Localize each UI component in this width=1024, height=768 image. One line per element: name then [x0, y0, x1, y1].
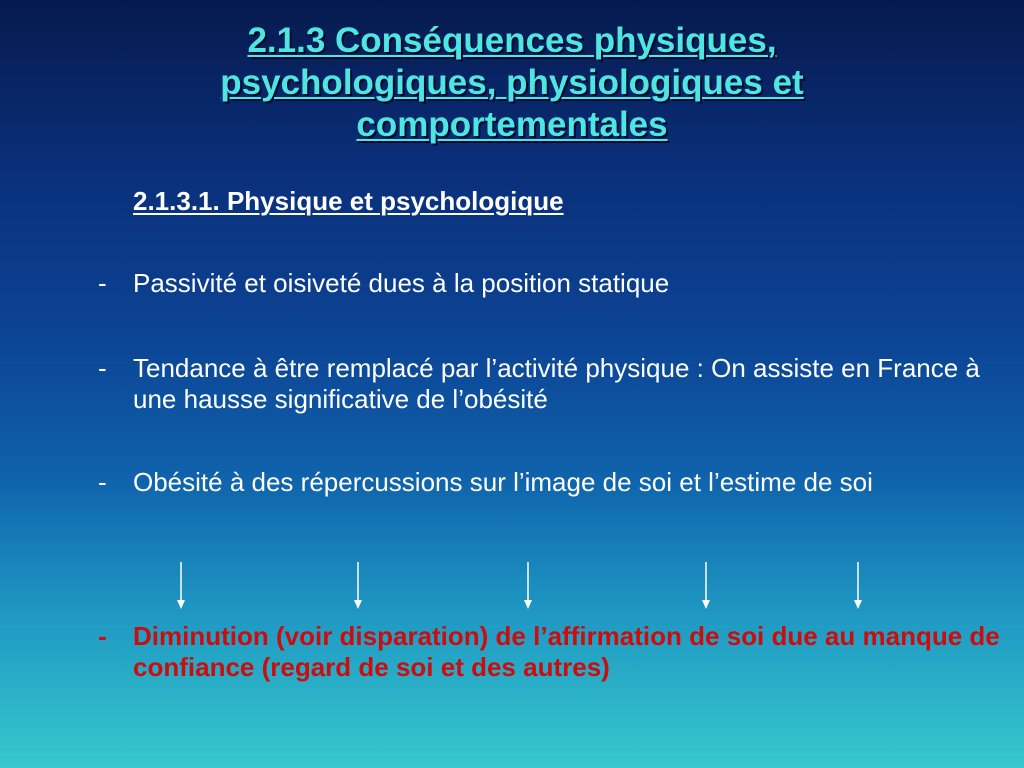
down-arrow-icon: [524, 562, 532, 609]
bullet-text: Obésité à des répercussions sur l’image de soi et l’estime de soi: [133, 467, 873, 497]
title-line-1: 2.1.3 Conséquences physiques,: [247, 21, 777, 60]
bullet-text: Passivité et oisiveté dues à la position statique: [133, 268, 670, 298]
down-arrow-icon: [854, 562, 862, 609]
down-arrow-icon: [702, 562, 710, 609]
bullet-text: Tendance à être remplacé par l’activité physique : On assiste en France à une hausse significative de l’obésité: [133, 353, 980, 414]
bullet-dash: -: [98, 467, 107, 497]
section-subtitle: 2.1.3.1. Physique et psychologique: [133, 186, 564, 216]
down-arrow-icon: [354, 562, 362, 609]
title-line-2: psychologiques, physiologiques et: [220, 63, 804, 102]
bullet-dash: -: [98, 621, 107, 651]
bullet-dash: -: [98, 268, 107, 298]
down-arrow-icon: [177, 562, 185, 609]
title-line-3: comportementales: [356, 105, 668, 144]
bullet-text-emphasis: Diminution (voir disparation) de l’affirmation de soi due au manque de confiance (regard de soi et des autres): [133, 621, 1000, 682]
bullet-dash: -: [98, 353, 107, 383]
